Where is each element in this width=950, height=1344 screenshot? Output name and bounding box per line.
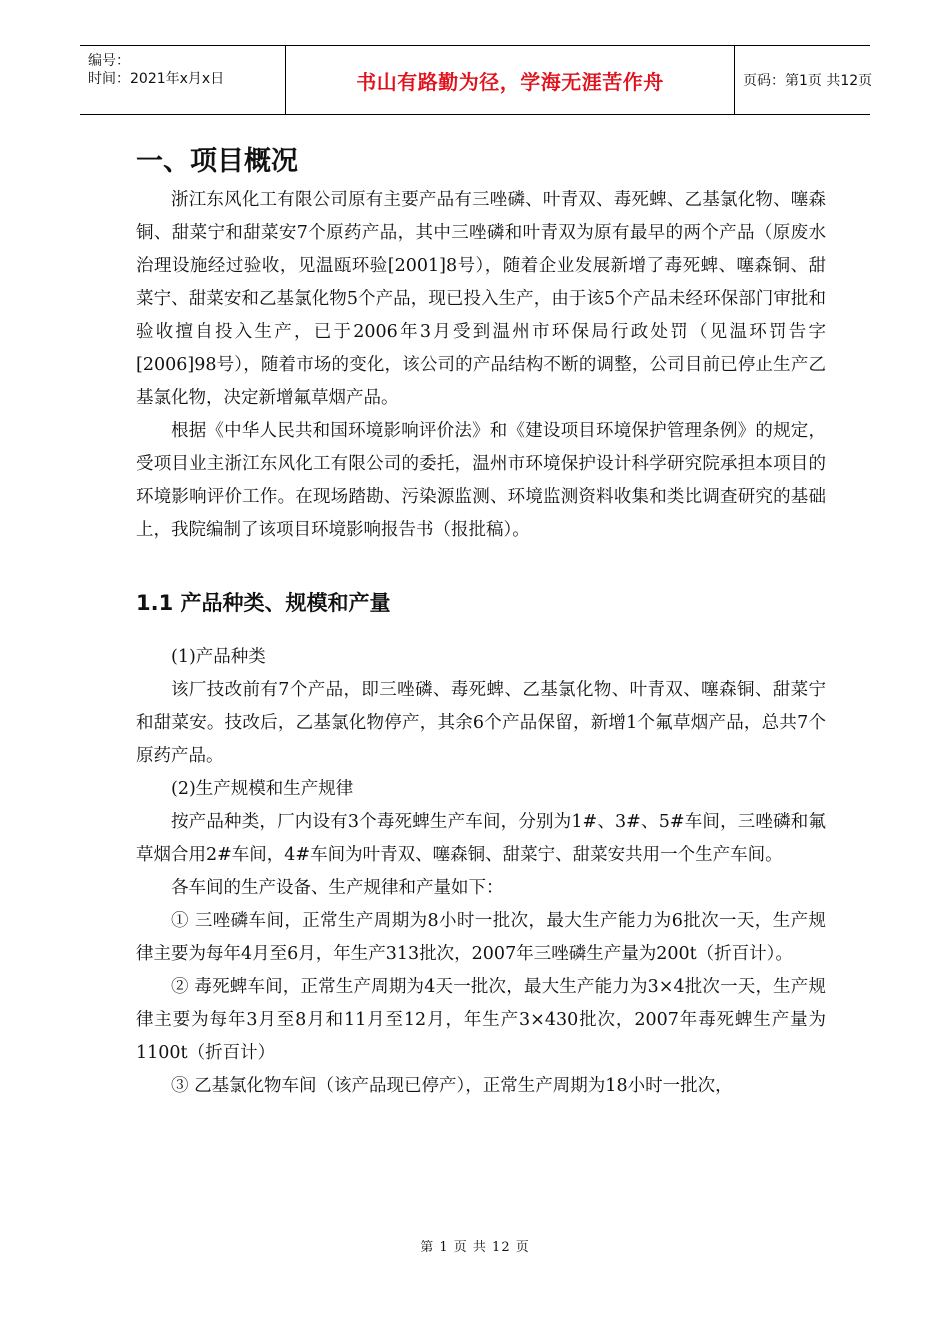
paragraph: ① 三唑磷车间，正常生产周期为8小时一批次，最大生产能力为6批次一天，生产规律主要为每年4月至6月，年生产313批次，2007年三唑磷生产量为200t（折百计）。 (136, 911, 826, 964)
time-label: 时间：2021年x月x日 (88, 71, 225, 87)
paragraph: 按产品种类，厂内设有3个毒死蜱生产车间，分别为1#、3#、5#车间，三唑磷和氟草烟合用2#车间，4#车间为叶青双、噻森铜、甜菜宁、甜菜安共用一个生产车间。 (136, 812, 826, 865)
page-header (80, 45, 873, 115)
paragraph: 浙江东风化工有限公司原有主要产品有三唑磷、叶青双、毒死蜱、乙基氯化物、噻森铜、甜菜宁和甜菜安7个原药产品，其中三唑磷和叶青双为原有最早的两个产品（原废水治理设施经过验收，见温瓯环验[2001]8号），随着企业发展新增了毒死蜱、噻森铜、甜菜宁、甜菜安和乙基氯化物5个产品，现已投入生产，由于该5个产品未经环保部门审批和验收擅自投入生产，已于2006年3月受到温州市环保局行政处罚（见温环罚告字[2006]98号），随着市场的变化，该公司的产品结构不断的调整，公司目前已停止生产乙基氯化物，决定新增氟草烟产品。 (136, 190, 826, 408)
page-footer: 第 1 页 共 12 页 (420, 1240, 530, 1255)
document-body (136, 140, 826, 1103)
paragraph: (2)生产规模和生产规律 (171, 779, 354, 799)
subsection-title: 1.1 产品种类、规模和产量 (136, 591, 391, 615)
serial-label: 编号： (88, 53, 130, 69)
header-motto-cell (285, 46, 735, 114)
paragraph: 该厂技改前有7个产品，即三唑磷、毒死蜱、乙基氯化物、叶青双、噻森铜、甜菜宁和甜菜安。技改后，乙基氯化物停产，其余6个产品保留，新增1个氟草烟产品，总共7个原药产品。 (136, 680, 826, 766)
paragraph: (1)产品种类 (171, 647, 266, 667)
header-page-info: 页码：第1页 共12页 (743, 73, 873, 89)
header-motto: 书山有路勤为径，学海无涯苦作舟 (356, 69, 664, 94)
paragraph: 各车间的生产设备、生产规律和产量如下： (171, 878, 504, 898)
paragraph: 根据《中华人民共和国环境影响评价法》和《建设项目环境保护管理条例》的规定，受项目业主浙江东风化工有限公司的委托，温州市环境保护设计科学研究院承担本项目的环境影响评价工作。在现场踏勘、污染源监测、环境监测资料收集和类比调查研究的基础上，我院编制了该项目环境影响报告书（报批稿）。 (136, 421, 826, 540)
header-meta (80, 46, 285, 114)
section-title: 一、项目概况 (136, 146, 298, 177)
paragraph: ② 毒死蜱车间，正常生产周期为4天一批次，最大生产能力为3×4批次一天，生产规律主要为每年3月至8月和11月至12月，年生产3×430批次，2007年毒死蜱生产量为1100t（折百计） (136, 977, 826, 1063)
paragraph: ③ 乙基氯化物车间（该产品现已停产），正常生产周期为18小时一批次， (171, 1076, 733, 1096)
